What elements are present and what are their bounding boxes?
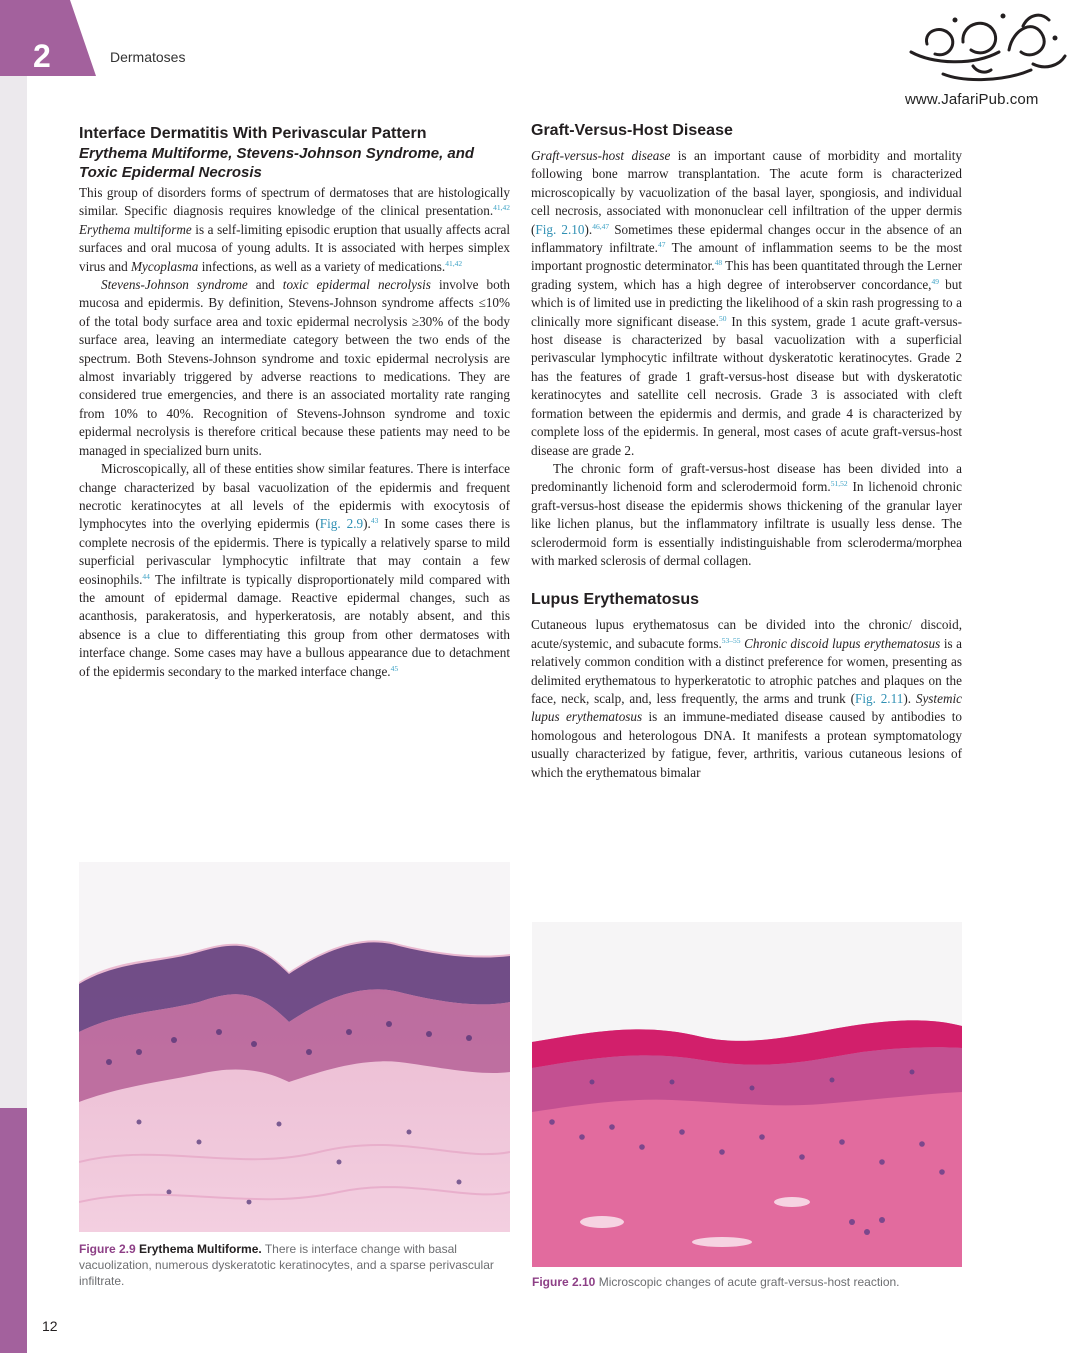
figure-reference-link[interactable]: Fig. 2.10 [535, 221, 585, 237]
citation: 41,42 [493, 203, 510, 213]
citation: 45 [390, 663, 399, 673]
histology-micrograph-icon [79, 862, 510, 1232]
publisher-url: www.JafariPub.com [905, 91, 1039, 108]
publisher-logo [898, 8, 1073, 112]
section-heading-gvhd: Graft-Versus-Host Disease [531, 122, 733, 139]
figure-reference-link[interactable]: Fig. 2.11 [854, 690, 904, 706]
citation: 41,42 [445, 258, 463, 268]
citation: 50 [718, 313, 727, 323]
paragraph: Stevens-Johnson syndrome and toxic epidermal necrolysis involve both mucosa and epidermis. By definition, Stevens-Johnson syndrome affects ≤10% of the total body surface area and toxic epidermal necrolysis ≥30% of the body surface area, leaving an intermediate category between the two ends of the spectrum. Both Stevens-Johnson syndrome and toxic epidermal necrolysis are almost invariably triggered by adverse reactions to medications. They are considered true emergencies, and there is an associated mortality rate ranging from 10% to 40%. Recognition of Stevens-Johnson syndrome and toxic epidermal necrolysis is therefore critical because these patients may need to be managed in specialized burn units. [79, 277, 510, 458]
citation: 51,52 [830, 479, 848, 489]
chapter-margin-marker [0, 1108, 27, 1353]
paragraph: Microscopically, all of these entities show similar features. There is interface change characterized by basal vacuolization of the epidermis and frequent necrotic keratinocytes at all levels of the epidermis with exocytosis of lymphocytes into the overlying epidermis (Fig. 2.9).$^{43}$ In some cases there is complete necrosis of the epidermis. There is typically a relatively sparse to mild superficial perivascular lymphocytic infiltrate that may contain a few eosinophils.$^{44}$ The infiltrate is typically disproportionately mild compared with the amount of epidermal damage. Reactive epidermal changes, such as acanthosis, parakeratosis, and hyperkeratosis, are notably absent, and this absence is a clue to differentiating this group from other dermatoses with interface change. Some cases may have a bullous appearance due to detachment of the epidermis secondary to the marked interface change.$^{45}$ [79, 461, 510, 679]
section-heading-lupus: Lupus Erythematosus [531, 591, 700, 609]
chapter-number: 2 [33, 38, 51, 74]
running-head: Dermatoses [110, 49, 186, 65]
figure-2-10-micrograph [532, 922, 962, 1267]
figure-2-10-caption: Figure 2.10 Microscopic changes of acute graft-versus-host reaction. [532, 1275, 900, 1289]
paragraph: Graft-versus-host disease is an important cause of morbidity and mortality following bone marrow transplantation. The acute form is characterized microscopically by vacuolization of the basal layer, spongiosis, and individual cell necrosis, associated with mononuclear cell infiltration of the upper dermis (Fig. 2.10).$^{46,47}$ Sometimes these epidermal changes occur in the absence of an inflammatory infiltrate.$^{47}$ The amount of inflammation seems to be the most important prognostic determinator.$^{48}$ This has been quantitated through the Lerner grading system, which has a high degree of interobserver concordance,$^{49}$ but which is of limited use in predicting the likelihood of a skin rash progressing to a clinically more significant disease.$^{50}$ In this system, grade 1 acute graft-versus-host disease is characterized by basal vacuolization with a superficial perivascular lymphocytic infiltrate without dyskeratotic keratinocytes. Grade 2 has the features of grade 1 graft-versus-host disease but with dyskeratotic keratinocytes and satellite cell necrosis. Grade 3 is associated with cleft formation between the epidermis and dermis, and grade 4 is characterized by complete loss of the epidermis. In general, most cases of acute graft-versus-host disease are grade 2. [531, 148, 963, 458]
paragraph: Cutaneous lupus erythematosus can be divided into the chronic/ discoid, acute/systemic, and subacute forms.$^{53-55}$ Chronic discoid lupus erythematosus is a relatively common condition with a distinct preference for women, presenting as delimited erythematous to hyperkeratotic to atrophic patches and plaques on the face, neck, scalp, and, less frequently, the arms and trunk (Fig. 2.11). Systemic lupus erythematosus is an immune-mediated disease caused by antibodies to homologous and heterologous DNA. It manifests a protean symptomatology usually characterized by fatigue, fever, arthritis, various cutaneous lesions of which the erythematous bimalar [531, 617, 963, 780]
citation: 49 [931, 276, 939, 286]
paragraph: This group of disorders forms of spectrum of dermatoses that are histologically similar. Specific diagnosis requires knowledge of the clinical presentation.$^{41,42}$ Erythema multiforme is a self-limiting episodic eruption that usually affects acral surfaces and oral mucosa of young adults. It is associated with herpes simplex virus and Mycoplasma infections, as well as a variety of medications.$^{41,42}$ [79, 185, 510, 274]
figure-reference-link[interactable]: Fig. 2.9 [319, 516, 364, 532]
figure-2-9-micrograph [79, 862, 510, 1232]
citation: 43 [370, 516, 379, 526]
left-column [79, 124, 510, 681]
paragraph: The chronic form of graft-versus-host disease has been divided into a predominantly lichenoid form and sclerodermoid form.$^{51,52}$ In lichenoid chronic graft-versus-host disease the epidermis shows thickening of the granular layer like lichen planus, but the inflammatory infiltrate is usually less dense. The sclerodermoid form is essentially indistinguishable from scleroderma/morphea with marked sclerosis of dermal collagen. [531, 460, 962, 568]
citation: 46,47 [592, 221, 610, 231]
right-column [531, 121, 962, 782]
citation: 48 [714, 258, 723, 268]
calligraphy-logo-icon [903, 8, 1068, 90]
section-heading-interface-dermatitis: Interface Dermatitis With Perivascular Pattern [79, 125, 427, 142]
citation: 47 [657, 240, 666, 250]
chapter-tab [0, 0, 96, 76]
figure-2-9-caption: Figure 2.9 Erythema Multiforme. There is interface change with basal vacuolization, numerous dyskeratotic keratinocytes, and a sparse perivascular infiltrate. [79, 1242, 494, 1288]
subsection-heading-erythema-multiforme: Erythema Multiforme, Stevens-Johnson Syndrome, and Toxic Epidermal Necrosis [79, 145, 475, 181]
histology-micrograph-icon [532, 922, 962, 1267]
citation: 53–55 [721, 635, 741, 645]
page-number: 12 [42, 1318, 58, 1334]
citation: 44 [142, 571, 150, 581]
